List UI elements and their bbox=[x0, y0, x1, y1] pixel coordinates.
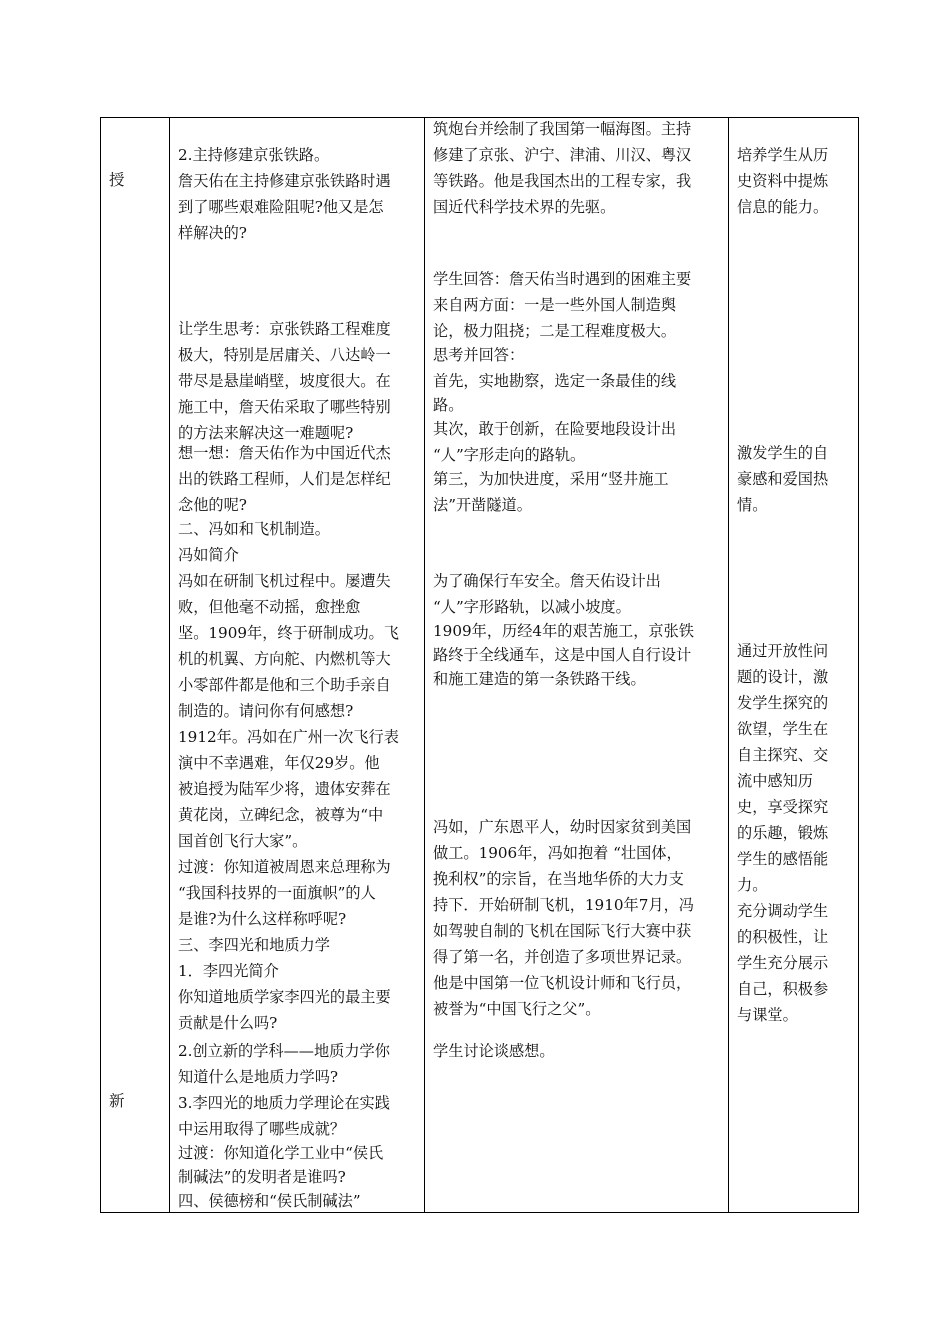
text-line: 力。 bbox=[737, 876, 768, 894]
text-line: 和施工建造的第一条铁路干线。 bbox=[433, 670, 646, 688]
text-line: 法”开凿隧道。 bbox=[433, 496, 532, 514]
text-line: 是谁?为什么这样称呼呢? bbox=[178, 910, 347, 928]
text-line: 做工。1906年，冯如抱着 “壮国体， bbox=[433, 844, 682, 862]
text-line: 学生的感悟能 bbox=[737, 850, 829, 868]
teacher-activity-column bbox=[170, 118, 424, 1212]
text-line: 自主探究、交 bbox=[737, 746, 829, 764]
text-line: 国首创飞行大家”。 bbox=[178, 832, 308, 850]
stage-column bbox=[101, 118, 169, 1212]
section-heading: 四、侯德榜和“侯氏制碱法” bbox=[178, 1192, 361, 1210]
text-line: “人”字形走向的路轨。 bbox=[433, 446, 586, 464]
text-line: 黄花岗，立碑纪念，被尊为“中 bbox=[178, 806, 384, 824]
text-line: 思考并回答： bbox=[433, 346, 525, 364]
text-line: 国近代科学技术界的先驱。 bbox=[433, 198, 616, 216]
text-line: 培养学生从历 bbox=[737, 146, 829, 164]
text-line: 1912年。冯如在广州一次飞行表 bbox=[178, 728, 399, 746]
text-line: 持下．开始研制飞机，1910年7月，冯 bbox=[433, 896, 694, 914]
text-line: 中运用取得了哪些成就？ bbox=[178, 1120, 346, 1138]
text-line: 想一想：詹天佑作为中国近代杰 bbox=[178, 444, 391, 462]
text-line: 知道什么是地质力学吗? bbox=[178, 1068, 339, 1086]
text-line: 挽利权”的宗旨，在当地华侨的大力支 bbox=[433, 870, 684, 888]
text-line: 小零部件都是他和三个助手亲自 bbox=[178, 676, 391, 694]
text-line: 出的铁路工程师，人们是怎样纪 bbox=[178, 470, 391, 488]
text-line: 让学生思考：京张铁路工程难度 bbox=[178, 320, 391, 338]
text-line: 学生讨论谈感想。 bbox=[433, 1042, 555, 1060]
text-line: 第三，为加快进度，采用“竖井施工 bbox=[433, 470, 669, 488]
text-line: 制碱法”的发明者是谁吗? bbox=[178, 1168, 346, 1186]
text-line: 带尽是悬崖峭壁，坡度很大。在 bbox=[178, 372, 391, 390]
text-line: 施工中，詹天佑采取了哪些特别 bbox=[178, 398, 391, 416]
text-line: 被誉为“中国飞行之父”。 bbox=[433, 1000, 601, 1018]
text-line: 如驾驶自制的飞机在国际飞行大赛中获 bbox=[433, 922, 692, 940]
text-line: 论，极力阻挠；二是工程难度极大。 bbox=[433, 322, 676, 340]
text-line: 来自两方面：一是一些外国人制造舆 bbox=[433, 296, 676, 314]
student-activity-column bbox=[425, 118, 728, 1212]
text-line: 得了第一名，并创造了多项世界记录。 bbox=[433, 948, 692, 966]
text-line: 史资料中提炼 bbox=[737, 172, 829, 190]
text-line: 的乐趣，锻炼 bbox=[737, 824, 829, 842]
text-line: 等铁路。他是我国杰出的工程专家，我 bbox=[433, 172, 692, 190]
section-heading: 三、李四光和地质力学 bbox=[178, 936, 330, 954]
text-line: “人”字形路轨，以减小坡度。 bbox=[433, 598, 631, 616]
text-line: 被追授为陆军少将，遗体安葬在 bbox=[178, 780, 391, 798]
text-line: 冯如，广东恩平人，幼时因家贫到美国 bbox=[433, 818, 692, 836]
text-line: 路。 bbox=[433, 396, 464, 414]
text-line: 演中不幸遇难，年仅29岁。他 bbox=[178, 754, 380, 772]
design-intent-column bbox=[729, 118, 859, 1212]
text-line: 欲望，学生在 bbox=[737, 720, 829, 738]
text-line: 败，但他毫不动摇，愈挫愈 bbox=[178, 598, 361, 616]
text-line: 充分调动学生 bbox=[737, 902, 829, 920]
text-line: 过渡：你知道化学工业中“侯氏 bbox=[178, 1144, 384, 1162]
text-line: 1909年，历经4年的艰苦施工，京张铁 bbox=[433, 622, 694, 640]
text-line: 修建了京张、沪宁、津浦、川汉、粤汉 bbox=[433, 146, 692, 164]
text-line: 激发学生的自 bbox=[737, 444, 829, 462]
text-line: 念他的呢? bbox=[178, 496, 247, 514]
text-line: 题的设计，激 bbox=[737, 668, 829, 686]
stage-label-bottom: 新 bbox=[109, 1092, 125, 1110]
text-line: 他是中国第一位飞机设计师和飞行员， bbox=[433, 974, 692, 992]
text-line: 学生回答：詹天佑当时遇到的困难主要 bbox=[433, 270, 692, 288]
text-line: 2.创立新的学科——地质力学你 bbox=[178, 1042, 390, 1060]
text-line: 詹天佑在主持修建京张铁路时遇 bbox=[178, 172, 391, 190]
stage-label-top: 授 bbox=[109, 171, 125, 189]
text-line: 与课堂。 bbox=[737, 1006, 798, 1024]
text-line: 你知道地质学家李四光的最主要 bbox=[178, 988, 391, 1006]
text-line: 样解决的? bbox=[178, 224, 247, 242]
text-line: 机的机翼、方向舵、内燃机等大 bbox=[178, 650, 391, 668]
text-line: 首先，实地勘察，选定一条最佳的线 bbox=[433, 372, 676, 390]
text-line: 2.主持修建京张铁路。 bbox=[178, 146, 330, 164]
text-line: 通过开放性问 bbox=[737, 642, 829, 660]
text-line: 豪感和爱国热 bbox=[737, 470, 829, 488]
text-line: 为了确保行车安全。詹天佑设计出 bbox=[433, 572, 661, 590]
text-line: 学生充分展示 bbox=[737, 954, 829, 972]
text-line: 路终于全线通车，这是中国人自行设计 bbox=[433, 646, 692, 664]
text-line: 的方法来解决这一难题呢? bbox=[178, 424, 354, 442]
text-line: 其次，敢于创新，在险要地段设计出 bbox=[433, 420, 676, 438]
text-line: “我国科技界的一面旗帜”的人 bbox=[178, 884, 376, 902]
text-line: 制造的。请问你有何感想? bbox=[178, 702, 354, 720]
text-line: 过渡：你知道被周恩来总理称为 bbox=[178, 858, 391, 876]
text-line: 极大，特别是居庸关、八达岭一 bbox=[178, 346, 391, 364]
text-line: 3.李四光的地质力学理论在实践 bbox=[178, 1094, 390, 1112]
text-line: 坚。1909年，终于研制成功。飞 bbox=[178, 624, 399, 642]
text-line: 史，享受探究 bbox=[737, 798, 829, 816]
text-line: 的积极性，让 bbox=[737, 928, 829, 946]
text-line: 冯如简介 bbox=[178, 546, 239, 564]
text-line: 筑炮台并绘制了我国第一幅海图。主持 bbox=[433, 120, 692, 138]
text-line: 信息的能力。 bbox=[737, 198, 829, 216]
section-heading: 二、冯如和飞机制造。 bbox=[178, 520, 330, 538]
text-line: 贡献是什么吗? bbox=[178, 1014, 278, 1032]
text-line: 1．李四光简介 bbox=[178, 962, 279, 980]
lesson-table bbox=[100, 117, 859, 1213]
text-line: 发学生探究的 bbox=[737, 694, 829, 712]
text-line: 情。 bbox=[737, 496, 768, 514]
text-line: 冯如在研制飞机过程中。屡遭失 bbox=[178, 572, 391, 590]
text-line: 流中感知历 bbox=[737, 772, 813, 790]
text-line: 自己，积极参 bbox=[737, 980, 829, 998]
text-line: 到了哪些艰难险阻呢?他又是怎 bbox=[178, 198, 384, 216]
